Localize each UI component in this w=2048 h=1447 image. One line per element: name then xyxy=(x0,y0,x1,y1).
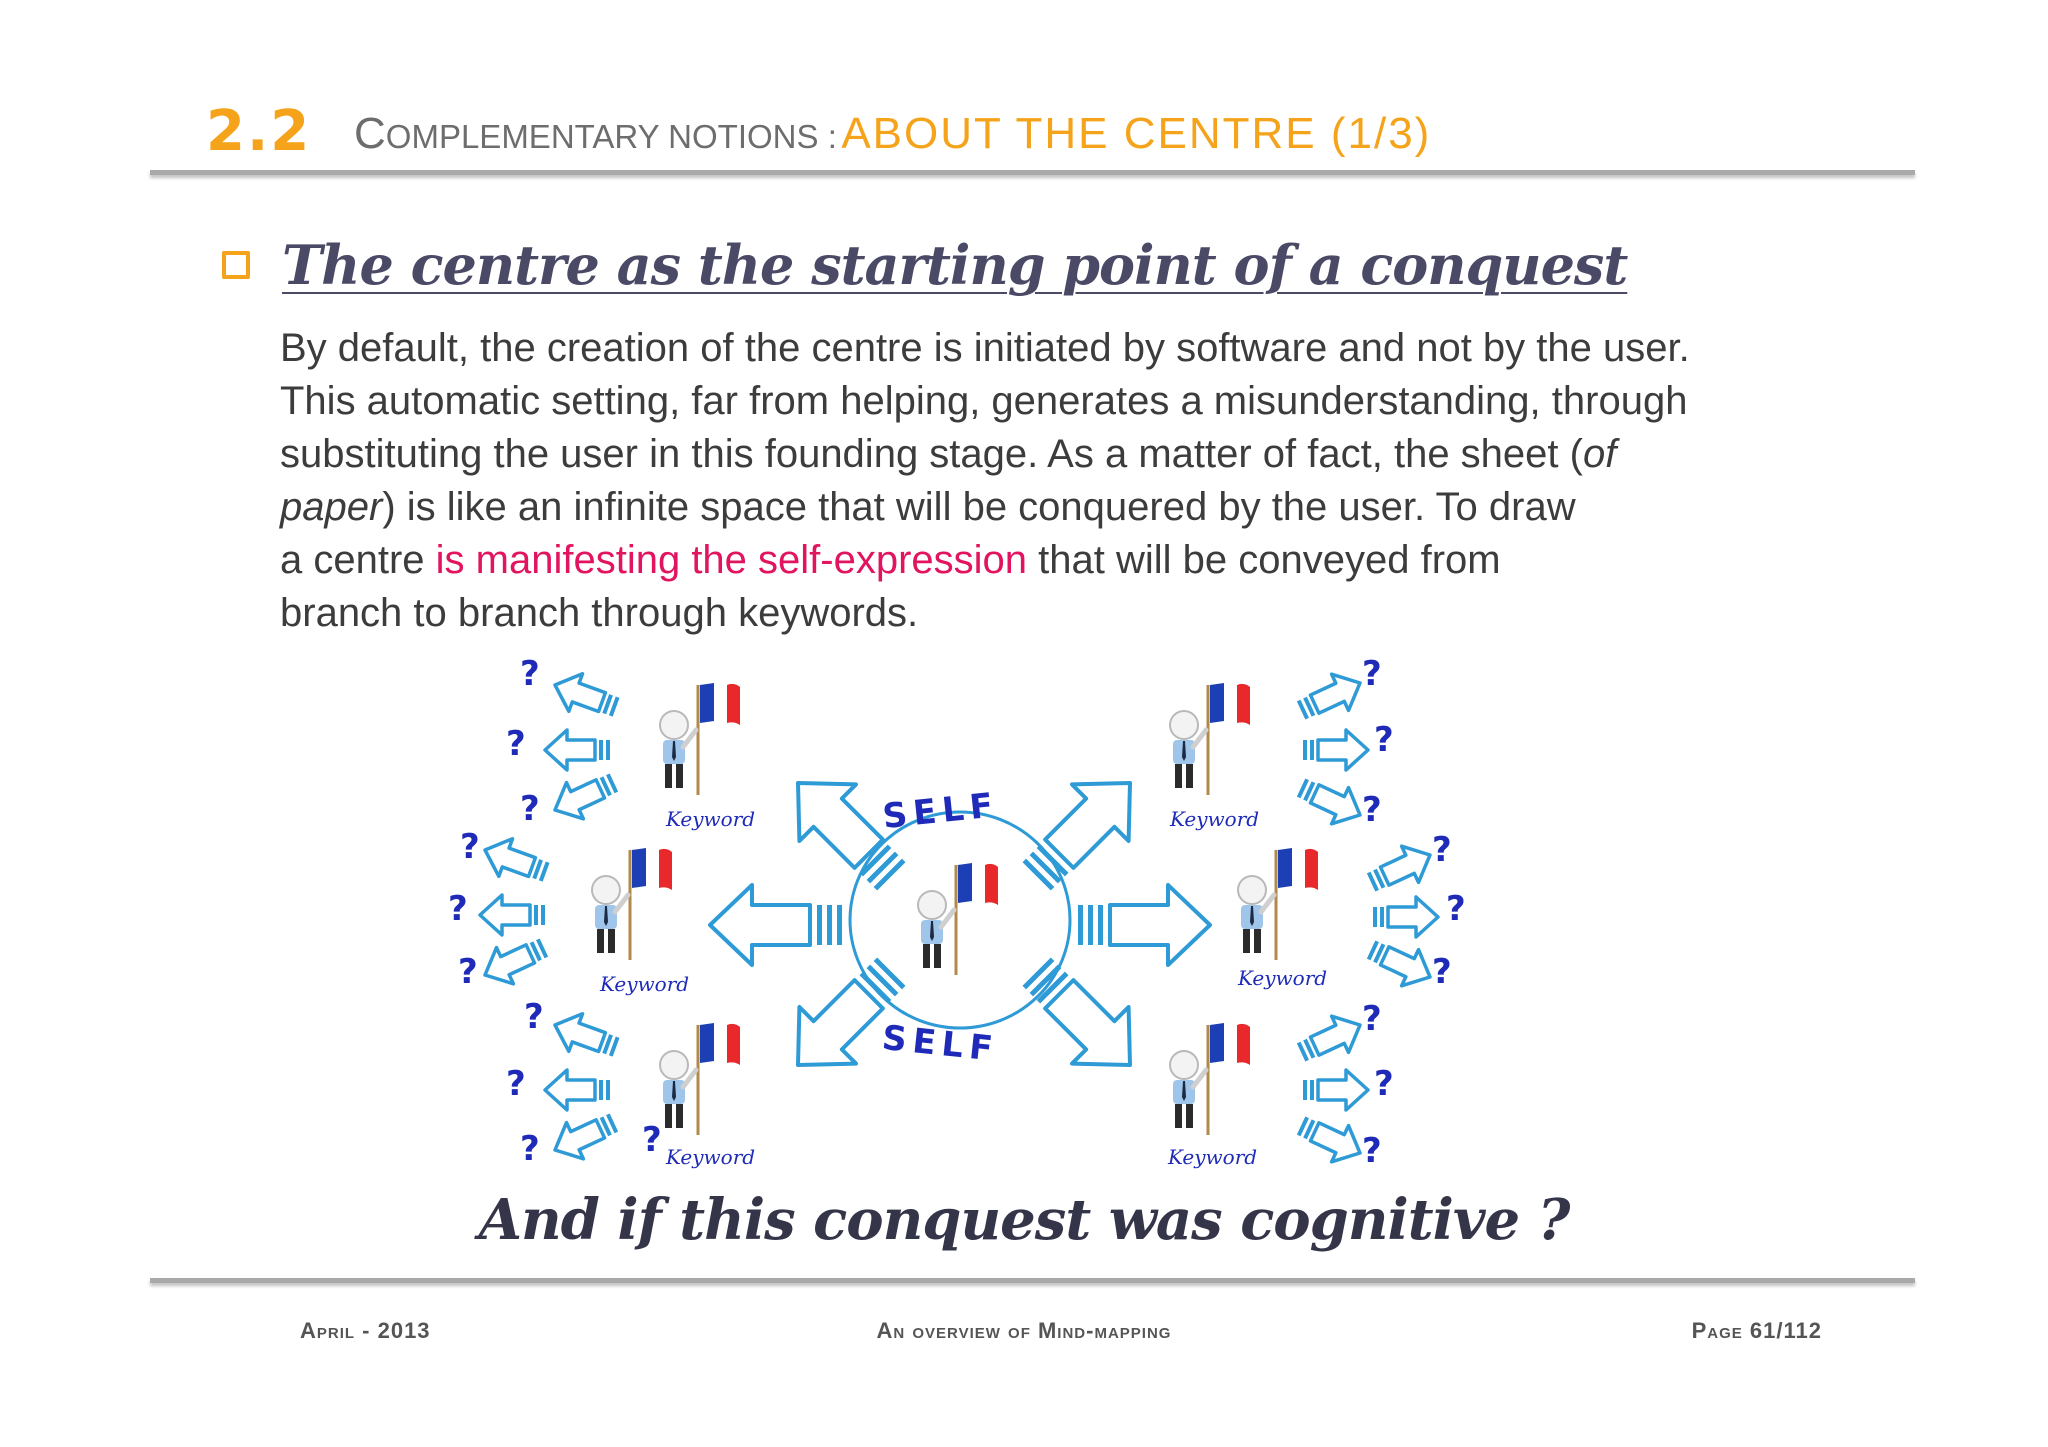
small-arrow-icon xyxy=(1373,897,1438,937)
body-text-run: ) is like an infinite space that will be conquered by the user. To draw xyxy=(382,485,1576,529)
question-mark: ? xyxy=(1362,1131,1382,1171)
question-mark: ? xyxy=(506,724,526,764)
arrow-left-icon xyxy=(710,885,842,965)
center-top-label: SELF xyxy=(880,785,1001,838)
person-flag-icon xyxy=(592,848,672,960)
body-line: By default, the creation of the centre is initiated by software and not by the user. xyxy=(280,326,1690,370)
arrow-up-right-icon xyxy=(1008,755,1158,905)
body-line: This automatic setting, far from helping, generates a misunderstanding, through xyxy=(280,379,1688,423)
footer-date: April - 2013 xyxy=(300,1318,431,1343)
small-arrow-icon xyxy=(480,895,545,935)
person-flag-icon xyxy=(660,683,740,795)
keyword-label: Keyword xyxy=(666,807,756,831)
header-divider xyxy=(150,170,1915,175)
body-line: branch to branch through keywords. xyxy=(280,591,919,635)
footer-page-number: Page 61/112 xyxy=(1691,1318,1822,1343)
question-mark: ? xyxy=(520,789,540,829)
question-mark: ? xyxy=(448,889,468,929)
body-line xyxy=(280,428,1840,481)
question-mark: ? xyxy=(1362,655,1382,694)
keyword-label: Keyword xyxy=(666,1145,756,1169)
question-mark: ? xyxy=(1432,952,1452,992)
header-title xyxy=(354,106,1431,172)
footer-divider xyxy=(150,1278,1915,1283)
small-arrow-icon xyxy=(1303,730,1368,770)
question-mark: ? xyxy=(524,997,544,1037)
person-flag-icon xyxy=(1238,848,1318,960)
header-title-small-caps: OMPLEMENTARY NOTIONS : xyxy=(385,118,837,155)
keyword-label: Keyword xyxy=(1238,966,1328,990)
arrow-down-right-icon xyxy=(1008,943,1158,1093)
arrow-right-icon xyxy=(1078,885,1210,965)
question-mark: ? xyxy=(1432,830,1452,870)
body-text-run: that will be conveyed from xyxy=(1027,538,1501,582)
body-line xyxy=(280,534,1840,587)
question-mark: ? xyxy=(1362,999,1382,1039)
header-title-highlight: ABOUT THE CENTRE (1/3) xyxy=(841,109,1432,158)
small-arrow-icon xyxy=(477,929,553,993)
question-mark: ? xyxy=(520,655,540,694)
square-bullet-icon xyxy=(222,251,250,279)
small-arrow-icon xyxy=(1363,837,1439,901)
small-arrow-icon xyxy=(547,1104,623,1168)
person-flag-icon xyxy=(660,1023,740,1135)
keyword-label: Keyword xyxy=(1170,807,1260,831)
small-arrow-icon xyxy=(548,1006,623,1066)
self-conquest-diagram xyxy=(440,655,1500,1185)
body-line xyxy=(280,481,1840,534)
question-mark: ? xyxy=(506,1064,526,1104)
person-flag-icon xyxy=(1170,683,1250,795)
question-mark: ? xyxy=(1374,1064,1394,1104)
question-mark: ? xyxy=(460,827,480,867)
keyword-label: Keyword xyxy=(600,972,690,996)
section-heading: The centre as the starting point of a conquest xyxy=(282,233,1628,297)
body-text-run: a centre xyxy=(280,538,436,582)
small-arrow-icon xyxy=(547,764,623,828)
center-person-flag-icon xyxy=(918,863,998,975)
small-arrow-icon xyxy=(548,666,623,726)
question-mark: ? xyxy=(1374,720,1394,760)
small-arrow-icon xyxy=(1293,1007,1369,1071)
section-number: 2.2 xyxy=(206,99,312,164)
body-text-italic: paper xyxy=(280,485,383,529)
body-text-run: substituting the user in this founding stage. As a matter of fact, the sheet ( xyxy=(280,432,1583,476)
person-flag-icon xyxy=(1170,1023,1250,1135)
closing-question: And if this conquest was cognitive ? xyxy=(478,1187,1570,1253)
small-arrow-icon xyxy=(1293,769,1369,833)
question-mark: ? xyxy=(642,1120,662,1160)
header-title-initial: C xyxy=(354,109,386,158)
question-mark: ? xyxy=(458,952,478,992)
footer-title: An overview of Mind-mapping xyxy=(876,1318,1172,1343)
body-text-italic: of xyxy=(1582,432,1617,476)
center-bottom-label: SELF xyxy=(880,1017,1001,1070)
small-arrow-icon xyxy=(1303,1070,1368,1110)
small-arrow-icon xyxy=(545,1070,610,1110)
small-arrow-icon xyxy=(545,730,610,770)
question-mark: ? xyxy=(1446,889,1466,929)
keyword-label: Keyword xyxy=(1168,1145,1258,1169)
body-paragraph xyxy=(280,322,1840,640)
question-mark: ? xyxy=(520,1129,540,1169)
question-mark: ? xyxy=(1362,790,1382,830)
highlighted-phrase: is manifesting the self-expression xyxy=(435,538,1028,582)
small-arrow-icon xyxy=(1293,665,1369,729)
small-arrow-icon xyxy=(478,831,553,891)
small-arrow-icon xyxy=(1363,931,1439,995)
small-arrow-icon xyxy=(1293,1107,1369,1171)
